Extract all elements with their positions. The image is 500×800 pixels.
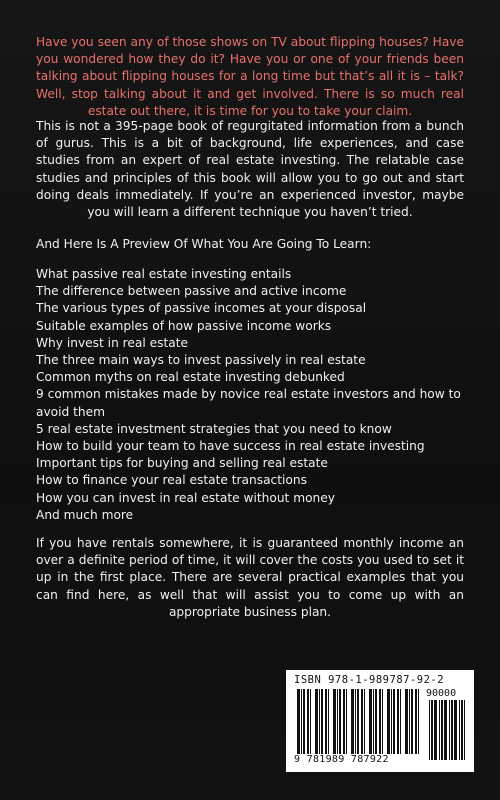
learn-list — [36, 266, 468, 524]
list-item: Why invest in real estate — [36, 335, 189, 350]
isbn-barcode — [286, 670, 474, 772]
list-item: 9 common mistakes made by novice real estate investors and how to avoid them — [36, 387, 461, 419]
isbn-label: ISBN 978-1-989787-92-2 — [294, 674, 445, 686]
closing-paragraph: If you have rentals somewhere, it is guaranteed monthly income an over a definite period of time, it will cover the costs you used to set it up in the first place. There are several practical examples that you can find here, as well that will assist you to come up with an appropriate business plan. — [36, 536, 464, 619]
list-item: The three main ways to invest passively in real estate — [36, 353, 366, 368]
barcode-bars-icon — [296, 689, 424, 754]
list-item: Suitable examples of how passive income works — [36, 318, 332, 333]
price-code: 90000 — [426, 688, 457, 699]
summary-paragraph: This is not a 395-page book of regurgitated information from a bunch of gurus. This is a bit of background, life experiences, and case studies from an expert of real estate investing. The relatable case studies and principles of this book will allow you to go out and start doing deals immediately. If you’re an experienced investor, maybe you will learn a different technique you haven’t tried. — [36, 119, 464, 220]
preview-heading: And Here Is A Preview Of What You Are Going To Learn: — [36, 237, 372, 251]
list-item: 5 real estate investment strategies that you need to know — [36, 421, 392, 436]
list-item: Common myths on real estate investing debunked — [36, 370, 345, 385]
addon-barcode-bars-icon — [428, 700, 466, 760]
list-item: The various types of passive incomes at your disposal — [36, 301, 367, 316]
list-item: And much more — [36, 507, 134, 522]
list-item: What passive real estate investing entails — [36, 267, 292, 281]
list-item: How to build your team to have success in real estate investing — [36, 439, 425, 454]
barcode-digits: 9 781989 787922 — [294, 754, 389, 765]
list-item: How you can invest in real estate without money — [36, 490, 335, 505]
list-item: How to finance your real estate transactions — [36, 473, 307, 488]
intro-paragraph: Have you seen any of those shows on TV about flipping houses? Have you wondered how they do it? Have you or one of your friends been talking about flipping houses for a long time but that’s all it is – talk? Well, stop talking about it and get involved. There is so much real estate out there, it is time for you to take your claim. — [36, 35, 464, 118]
list-item: The difference between passive and active income — [36, 284, 347, 299]
list-item: Important tips for buying and selling real estate — [36, 456, 328, 471]
